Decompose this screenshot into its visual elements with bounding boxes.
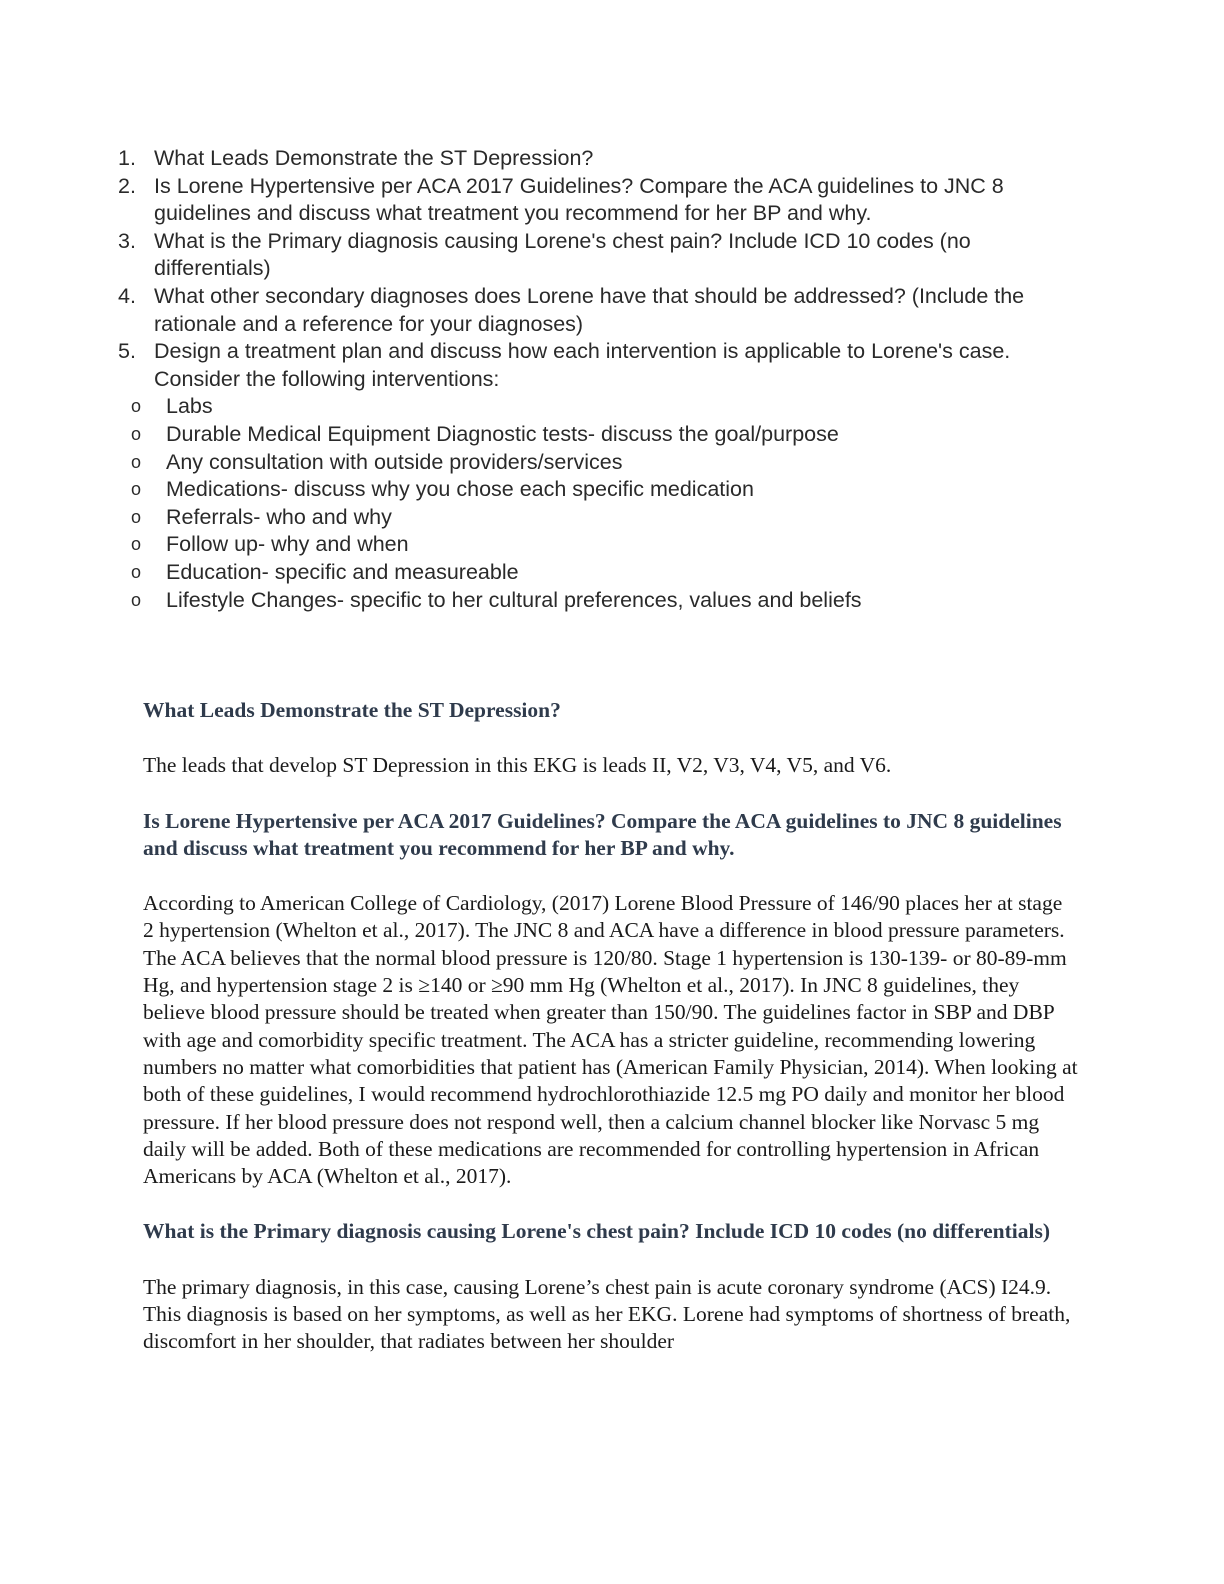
q1-answer: The leads that develop ST Depression in this EKG is leads II, V2, V3, V4, V5, and V6. bbox=[143, 753, 892, 778]
bullet-icon: o bbox=[131, 561, 142, 582]
q2-answer: According to American College of Cardiology, (2017) Lorene Blood Pressure of 146/90 places her at stage 2 hypertension (Whelton et al., 2017). The JNC 8 and ACA have a difference in blood pressure parameters. The ACA believes that the normal blood pressure is 120/80. Stage 1 hypertension is 130-139- or 80-89-mm Hg, and hypertension stage 2 is ≥140 or ≥90 mm Hg (Whelton et al., 2017). In JNC 8 guidelines, they believe blood pressure should be treated when greater than 150/90. The guidelines factor in SBP and DBP with age and comorbidity specific treatment. The ACA has a stricter guideline, recommending lowering numbers no matter what comorbidities that patient has (American Family Physician, 2014). When looking at both of these guidelines, I would recommend hydrochlorothiazide 12.5 mg PO daily and monitor her blood pressure. If her blood pressure does not respond well, then a calcium channel blocker like Norvasc 5 mg daily will be added. Both of these medications are recommended for controlling hypertension in African Americans by ACA (Whelton et al., 2017). bbox=[143, 891, 1078, 1189]
question-item bbox=[118, 283, 1078, 338]
question-number: 1. bbox=[118, 146, 136, 170]
question-text: Is Lorene Hypertensive per ACA 2017 Guidelines? Compare the ACA guidelines to JNC 8 guidelines and discuss what treatment you recommend for her BP and why. bbox=[154, 173, 1004, 226]
question-number: 4. bbox=[118, 283, 136, 308]
bullet-icon: o bbox=[131, 423, 142, 444]
question-text: What other secondary diagnoses does Lorene have that should be addressed? (Include the rationale and a reference for your diagnoses) bbox=[154, 283, 1025, 336]
q3-answer: The primary diagnosis, in this case, causing Lorene’s chest pain is acute coronary syndrome (ACS) I24.9. This diagnosis is based on her symptoms, as well as her EKG. Lorene had symptoms of shortness of breath, discomfort in her shoulder, that radiates between her shoulder bbox=[143, 1274, 1071, 1354]
question-list bbox=[118, 145, 1078, 614]
intervention-item bbox=[118, 476, 1078, 504]
intervention-text: Lifestyle Changes- specific to her cultural preferences, values and beliefs bbox=[166, 587, 862, 612]
question-item bbox=[118, 145, 1078, 173]
question-number: 3. bbox=[118, 228, 136, 253]
intervention-text: Durable Medical Equipment Diagnostic tests- discuss the goal/purpose bbox=[166, 421, 839, 446]
answers-section bbox=[143, 697, 1078, 1356]
bullet-icon: o bbox=[131, 506, 142, 527]
q3-heading: What is the Primary diagnosis causing Lorene's chest pain? Include ICD 10 codes (no differentials) bbox=[143, 1219, 1051, 1244]
question-item bbox=[118, 228, 1078, 283]
intervention-text: Medications- discuss why you chose each specific medication bbox=[166, 477, 754, 502]
question-item bbox=[118, 173, 1078, 228]
intervention-item bbox=[118, 393, 1078, 421]
intervention-text: Any consultation with outside providers/services bbox=[166, 449, 623, 474]
q2-heading: Is Lorene Hypertensive per ACA 2017 Guidelines? Compare the ACA guidelines to JNC 8 guidelines and discuss what treatment you recommend for her BP and why. bbox=[143, 808, 1062, 860]
question-item bbox=[118, 338, 1078, 393]
bullet-icon: o bbox=[131, 589, 142, 610]
question-number: 2. bbox=[118, 173, 136, 198]
question-text: What is the Primary diagnosis causing Lorene's chest pain? Include ICD 10 codes (no differentials) bbox=[154, 228, 971, 281]
intervention-item bbox=[118, 587, 1078, 615]
intervention-item bbox=[118, 531, 1078, 559]
intervention-item bbox=[118, 559, 1078, 587]
q1-heading: What Leads Demonstrate the ST Depression? bbox=[143, 698, 561, 722]
question-text: What Leads Demonstrate the ST Depression? bbox=[154, 146, 594, 170]
bullet-icon: o bbox=[131, 396, 142, 417]
intervention-item bbox=[118, 504, 1078, 532]
intervention-text: Education- specific and measureable bbox=[166, 559, 519, 584]
question-text: Design a treatment plan and discuss how each intervention is applicable to Lorene's case. Consider the following interventions: bbox=[154, 339, 1011, 391]
bullet-icon: o bbox=[131, 451, 142, 472]
intervention-text: Follow up- why and when bbox=[166, 532, 409, 557]
bullet-icon: o bbox=[131, 534, 142, 555]
question-number: 5. bbox=[118, 339, 136, 364]
bullet-icon: o bbox=[131, 479, 142, 500]
intervention-item bbox=[118, 449, 1078, 477]
intervention-item bbox=[118, 421, 1078, 449]
intervention-text: Labs bbox=[166, 394, 213, 419]
intervention-text: Referrals- who and why bbox=[166, 504, 392, 529]
